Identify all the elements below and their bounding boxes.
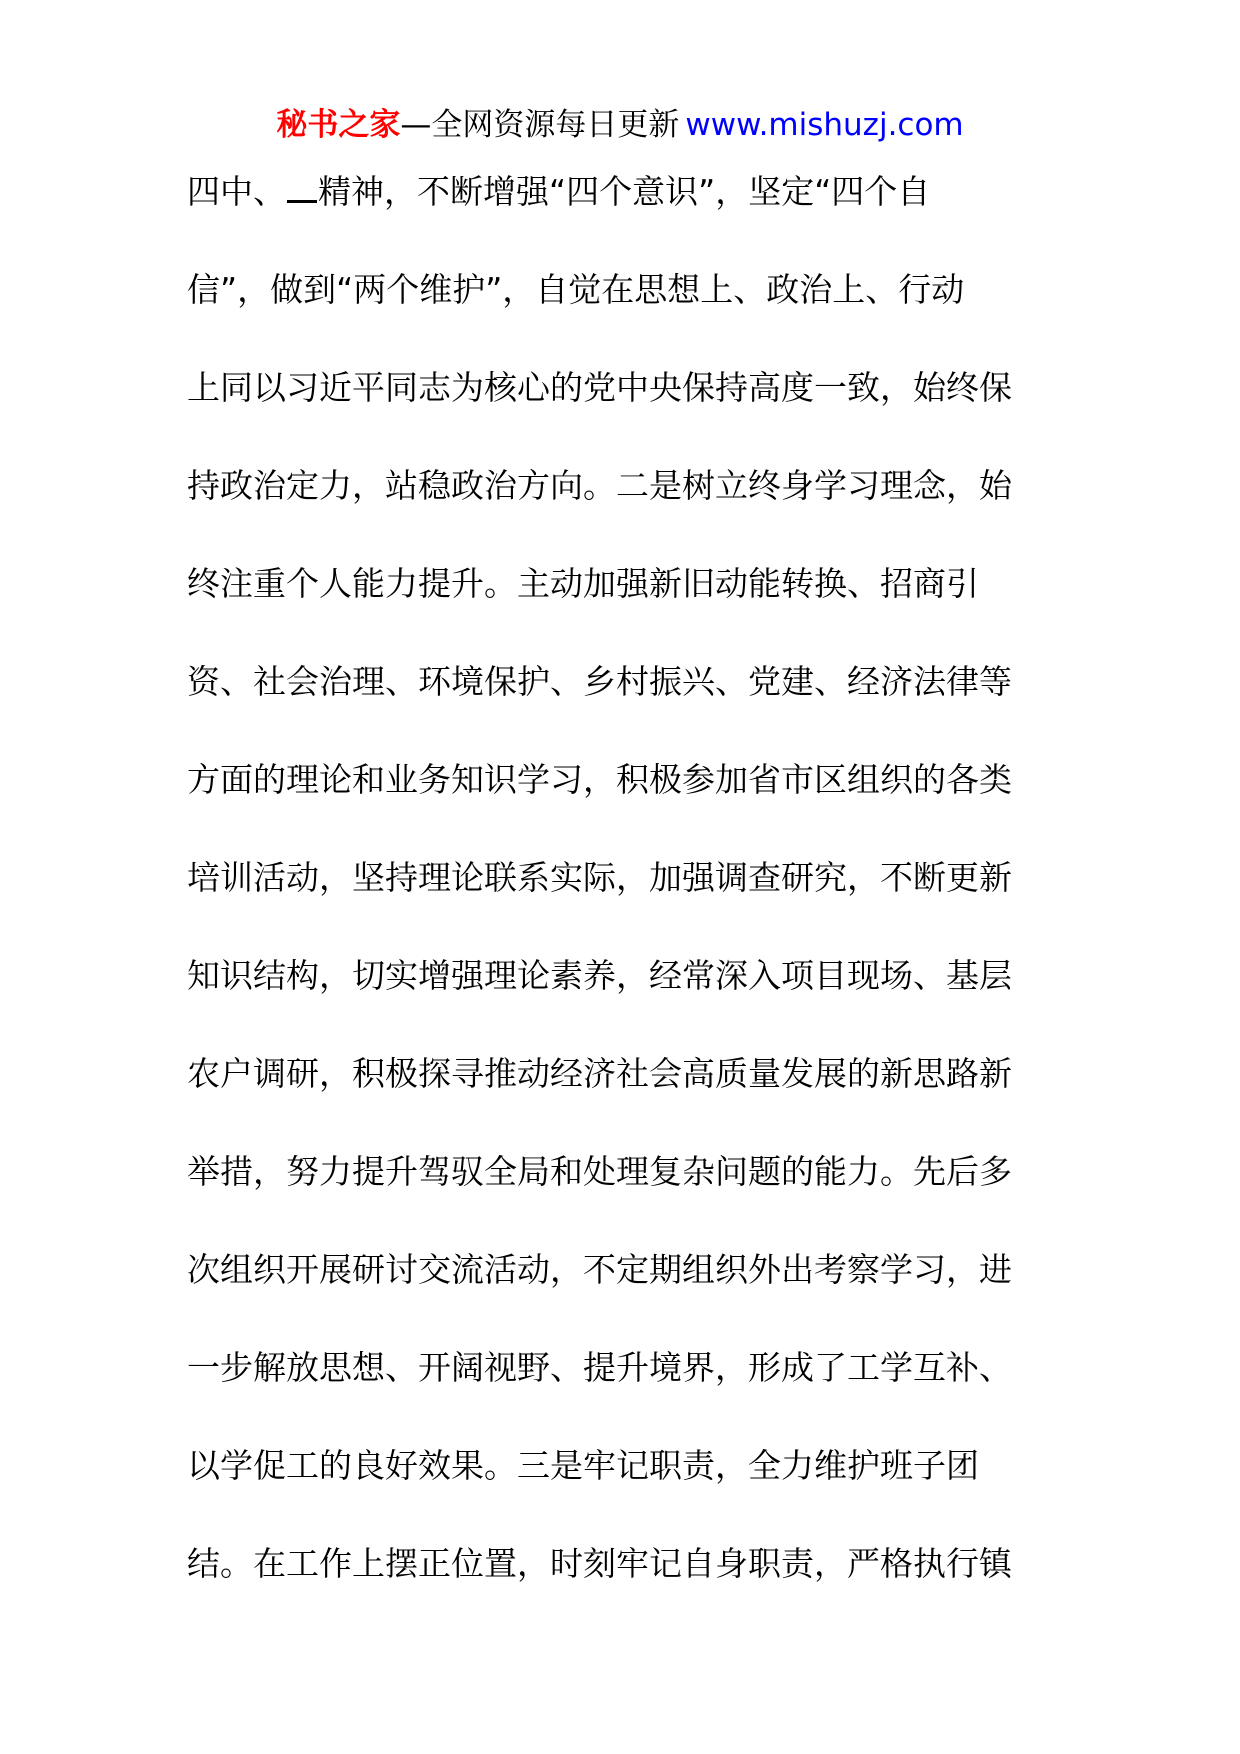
text-line: 以学促工的良好效果。三是牢记职责，全力维护班子团 <box>187 1446 979 1485</box>
text-line: 持政治定力，站稳政治方向。二是树立终身学习理念，始 <box>187 466 1012 505</box>
text-line: 信”，做到“两个维护”，自觉在思想上、政治上、行动 <box>187 270 965 309</box>
text-fragment: 精神，不断增强“四个意识”，坚定“四个自 <box>318 172 931 211</box>
header-tagline: —全网资源每日更新 <box>400 107 680 143</box>
site-url-link[interactable]: www.mishuzj.com <box>685 107 964 143</box>
watermark-header <box>0 103 1240 147</box>
text-line: 次组织开展研讨交流活动，不定期组织外出考察学习，进 <box>187 1250 1012 1289</box>
text-line: 结。在工作上摆正位置，时刻牢记自身职责，严格执行镇 <box>187 1544 1012 1583</box>
text-line <box>187 164 1037 262</box>
brand-name: 秘书之家 <box>276 107 401 143</box>
text-line: 方面的理论和业务知识学习，积极参加省市区组织的各类 <box>187 760 1012 799</box>
text-line: 资、社会治理、环境保护、乡村振兴、党建、经济法律等 <box>187 662 1012 701</box>
text-line: 终注重个人能力提升。主动加强新旧动能转换、招商引 <box>187 564 979 603</box>
text-line: 上同以习近平同志为核心的党中央保持高度一致，始终保 <box>187 368 1012 407</box>
text-line: 举措，努力提升驾驭全局和处理复杂问题的能力。先后多 <box>187 1152 1012 1191</box>
text-line: 培训活动，坚持理论联系实际，加强调查研究，不断更新 <box>187 858 1012 897</box>
text-line: 农户调研，积极探寻推动经济社会高质量发展的新思路新 <box>187 1054 1012 1093</box>
text-fragment: 四中、 <box>187 172 286 211</box>
text-line: 一步解放思想、开阔视野、提升境界，形成了工学互补、 <box>187 1348 1012 1387</box>
document-body <box>187 164 1037 1634</box>
redacted-blank <box>287 170 317 203</box>
text-line: 知识结构，切实增强理论素养，经常深入项目现场、基层 <box>187 956 1012 995</box>
